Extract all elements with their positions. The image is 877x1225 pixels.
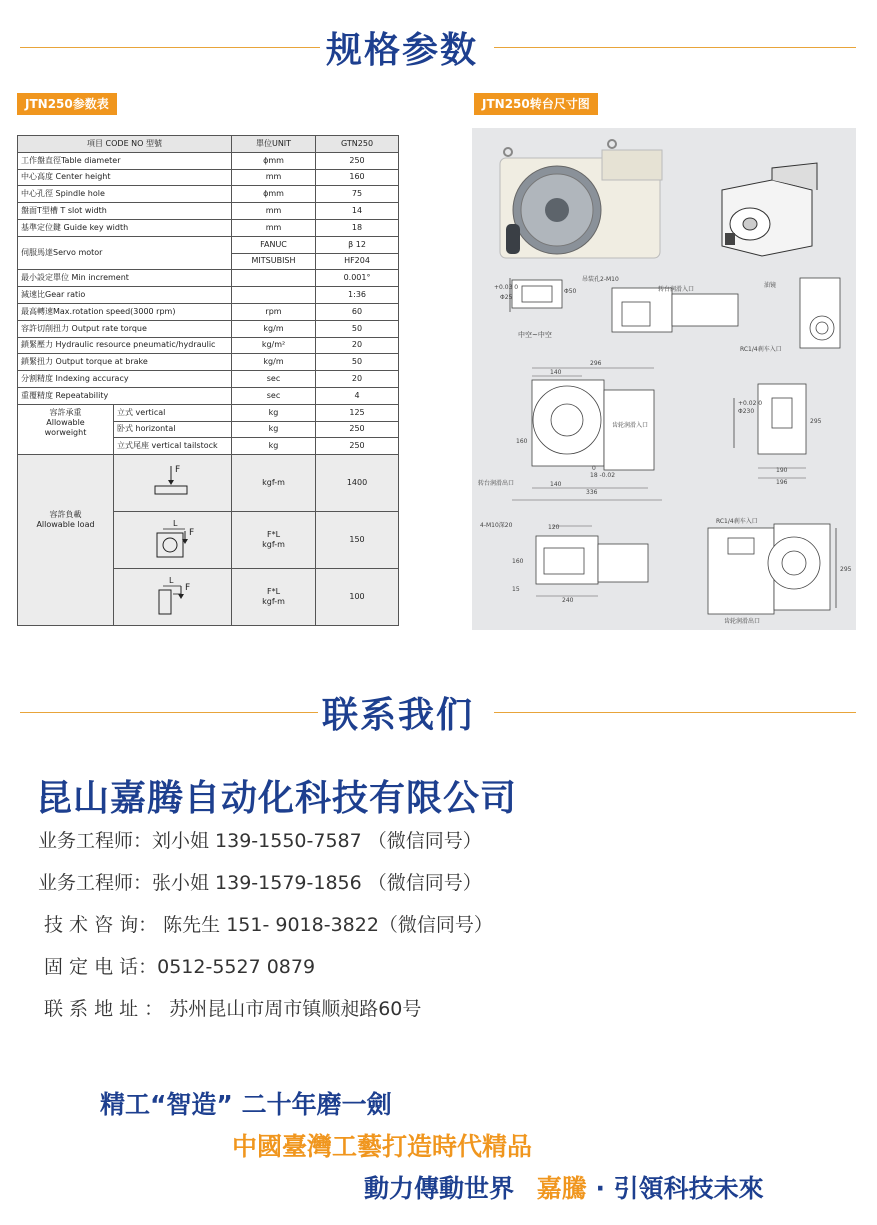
load-value: 1400 — [316, 455, 399, 512]
label-m10: 4-M10深20 — [480, 522, 513, 529]
horizontal-load-icon — [143, 517, 203, 561]
load-unit: kgf-m — [262, 597, 285, 607]
contact-line-4: 固 定 电 话：0512-5527 0879 — [44, 956, 316, 978]
dim-140: 140 — [550, 369, 562, 376]
slogan-line-3 — [364, 1169, 764, 1205]
dimension-drawing — [472, 128, 856, 630]
company-name: 昆山嘉腾自动化科技有限公司 — [36, 778, 518, 819]
title-line-right — [494, 47, 856, 48]
load-label-en: Allowable load — [36, 520, 95, 530]
title-line-left — [20, 47, 320, 48]
table-row — [18, 169, 399, 186]
row-value: 60 — [316, 303, 399, 320]
weight-item-unit: kg — [232, 438, 316, 455]
weight-item-label: 立式 vertical — [114, 404, 232, 421]
weight-item-label: 立式尾座 vertical tailstock — [114, 438, 232, 455]
contact-line-2: 业务工程师：张小姐 139-1579-1856 （微信同号） — [38, 872, 482, 894]
servo-mitsubishi: MITSUBISH — [232, 253, 316, 270]
row-value: 1:36 — [316, 287, 399, 304]
dim-296: 296 — [590, 360, 602, 367]
row-label: 盤面T型槽 T slot width — [18, 203, 232, 220]
load-icon-3 — [114, 569, 232, 626]
row-value: 50 — [316, 320, 399, 337]
f-label: F — [184, 582, 190, 593]
table-row — [18, 287, 399, 304]
load-label — [18, 455, 114, 626]
drawing-tag: JTN250转台尺寸图 — [474, 93, 598, 115]
table-row — [18, 152, 399, 169]
row-unit: rpm — [232, 303, 316, 320]
servo-label: 伺服馬達Servo motor — [18, 236, 232, 270]
label-rc14b: RC1/4刹车入口 — [716, 518, 758, 525]
table-row — [18, 320, 399, 337]
row-value: 0.001° — [316, 270, 399, 287]
row-unit: kg/m — [232, 354, 316, 371]
load-icon-2 — [114, 512, 232, 569]
slogan-line-2: 中國臺灣工藝打造時代精品 — [232, 1132, 533, 1161]
f-label: F — [174, 464, 180, 475]
dim-295: 295 — [810, 418, 822, 425]
servo-fanuc: FANUC — [232, 236, 316, 253]
contact-line-right — [494, 712, 856, 713]
slogan-line-3a: 動力傳動世界 — [364, 1174, 515, 1203]
dim-160: 160 — [516, 438, 528, 445]
table-header-row — [18, 136, 399, 153]
row-unit: sec — [232, 387, 316, 404]
contact-line-left — [20, 712, 318, 713]
row-value: 20 — [316, 337, 399, 354]
row-unit: sec — [232, 371, 316, 388]
table-row — [18, 303, 399, 320]
weight-item-label: 卧式 horizontal — [114, 421, 232, 438]
dim-230: Φ230 — [738, 408, 755, 415]
row-unit — [232, 270, 316, 287]
row-label: 中心孔徑 Spindle hole — [18, 186, 232, 203]
row-value: 18 — [316, 219, 399, 236]
load-unit-top: F*L — [266, 587, 281, 597]
contact-line-5: 联 系 地 址 ： 苏州昆山市周市镇顺昶路60号 — [44, 998, 422, 1020]
weight-label-en1: Allowable — [46, 417, 85, 427]
table-row — [18, 236, 399, 253]
row-label: 重覆精度 Repeatability — [18, 387, 232, 404]
load-label-cn: 容許負載 — [49, 510, 82, 520]
load-unit-top: F*L — [266, 530, 281, 540]
label-table-lube: 转台润滑入口 — [658, 286, 695, 293]
weight-item-unit: kg — [232, 404, 316, 421]
load-value: 100 — [316, 569, 399, 626]
label-table-lube-out: 转台润滑出口 — [478, 480, 515, 487]
row-label: 最小設定單位 Min increment — [18, 270, 232, 287]
f-label: F — [188, 527, 194, 538]
row-value: 50 — [316, 354, 399, 371]
table-row — [18, 203, 399, 220]
contact-title: 联系我们 — [322, 695, 475, 736]
label-oil-mirror: 油镜 — [764, 282, 777, 289]
load-unit-1 — [232, 455, 316, 512]
row-unit: ϕmm — [232, 186, 316, 203]
row-label: 工作盤直徑Table diameter — [18, 152, 232, 169]
rotary-table-photo-front — [500, 140, 662, 258]
row-unit: mm — [232, 203, 316, 220]
row-unit: kg/m — [232, 320, 316, 337]
specs-title: 规格参数 — [326, 30, 479, 71]
top-view-drawing — [536, 524, 836, 614]
table-row — [18, 404, 399, 421]
header-unit: 單位UNIT — [232, 136, 316, 153]
weight-item-value: 250 — [316, 438, 399, 455]
dim-002: +0.02 0 — [738, 400, 763, 407]
l-label: L — [172, 518, 177, 528]
row-label: 中心高度 Center height — [18, 169, 232, 186]
row-unit: ϕmm — [232, 152, 316, 169]
load-icon-1 — [114, 455, 232, 512]
load-unit-2 — [232, 512, 316, 569]
row-unit: mm — [232, 219, 316, 236]
row-value: 20 — [316, 371, 399, 388]
load-unit: kgf-m — [262, 540, 285, 550]
table-row — [18, 186, 399, 203]
slogan-line-3c: · 引領科技未來 — [595, 1174, 764, 1203]
weight-label — [18, 404, 114, 454]
load-unit-3 — [232, 569, 316, 626]
row-label: 分割精度 Indexing accuracy — [18, 371, 232, 388]
table-row — [18, 270, 399, 287]
servo-fanuc-value: β 12 — [316, 236, 399, 253]
load-unit: kgf-m — [262, 478, 285, 488]
vertical-load-icon — [143, 462, 203, 502]
row-label: 鎖緊扭力 Output torque at brake — [18, 354, 232, 371]
row-label: 基準定位鍵 Guide key width — [18, 219, 232, 236]
servo-mitsubishi-value: HF204 — [316, 253, 399, 270]
table-row — [18, 354, 399, 371]
rotary-table-sketch-iso — [722, 163, 817, 256]
dim-15: 15 — [512, 586, 520, 593]
row-label: 最高轉速Max.rotation speed(3000 rpm) — [18, 303, 232, 320]
dim-140b: 140 — [550, 481, 562, 488]
dim-190: 190 — [776, 467, 788, 474]
weight-item-value: 250 — [316, 421, 399, 438]
dim-336: 336 — [586, 489, 598, 496]
l-label: L — [168, 575, 173, 585]
dim-18: 18 -0.02 — [590, 472, 616, 479]
table-row — [18, 219, 399, 236]
row-label: 減速比Gear ratio — [18, 287, 232, 304]
weight-label-en2: worweight — [44, 427, 87, 437]
dim-240: 240 — [562, 597, 574, 604]
label-center: 中空~中空 — [518, 331, 552, 339]
row-unit: kg/m² — [232, 337, 316, 354]
row-unit: mm — [232, 169, 316, 186]
dim-0: 0 — [592, 465, 596, 472]
row-value: 14 — [316, 203, 399, 220]
table-tag: JTN250参数表 — [17, 93, 117, 115]
dim-120: 120 — [548, 524, 560, 531]
dim-196: 196 — [776, 479, 788, 486]
dim-50: Φ50 — [564, 288, 577, 295]
header-item: 項目 CODE NO 型號 — [18, 136, 232, 153]
load-value: 150 — [316, 512, 399, 569]
dim-160b: 160 — [512, 558, 524, 565]
table-row — [18, 455, 399, 512]
spec-table — [17, 135, 399, 626]
table-row — [18, 387, 399, 404]
row-value: 75 — [316, 186, 399, 203]
slogan-line-1: 精工“智造” 二十年磨一劍 — [100, 1090, 392, 1119]
label-lift-hole: 吊装孔2-M10 — [582, 276, 619, 283]
tailstock-load-icon — [143, 574, 203, 618]
drawing-svg — [472, 128, 856, 630]
table-row — [18, 337, 399, 354]
header-model: GTN250 — [316, 136, 399, 153]
label-gear-lube-out: 齿轮润滑出口 — [724, 618, 761, 625]
slogan-line-3b: 嘉騰 — [536, 1174, 587, 1203]
front-view-drawing — [532, 380, 806, 470]
row-value: 160 — [316, 169, 399, 186]
weight-label-cn: 容許承重 — [49, 407, 82, 417]
row-unit — [232, 287, 316, 304]
dim-25: Φ25 — [500, 294, 513, 301]
contact-line-1: 业务工程师：刘小姐 139-1550-7587 （微信同号） — [38, 830, 482, 852]
row-label: 鎖緊壓力 Hydraulic resource pneumatic/hydraulic — [18, 337, 232, 354]
label-rc14: RC1/4刹车入口 — [740, 346, 782, 353]
row-value: 250 — [316, 152, 399, 169]
row-value: 4 — [316, 387, 399, 404]
label-gear-lube: 齿轮润滑入口 — [612, 422, 649, 429]
row-label: 容許切削扭力 Output rate torque — [18, 320, 232, 337]
weight-item-unit: kg — [232, 421, 316, 438]
table-row — [18, 371, 399, 388]
contact-line-3: 技 术 咨 询： 陈先生 151- 9018-3822（微信同号） — [44, 914, 493, 936]
weight-item-value: 125 — [316, 404, 399, 421]
dim-295b: 295 — [840, 566, 852, 573]
dim-03: +0.03 0 — [494, 284, 519, 291]
